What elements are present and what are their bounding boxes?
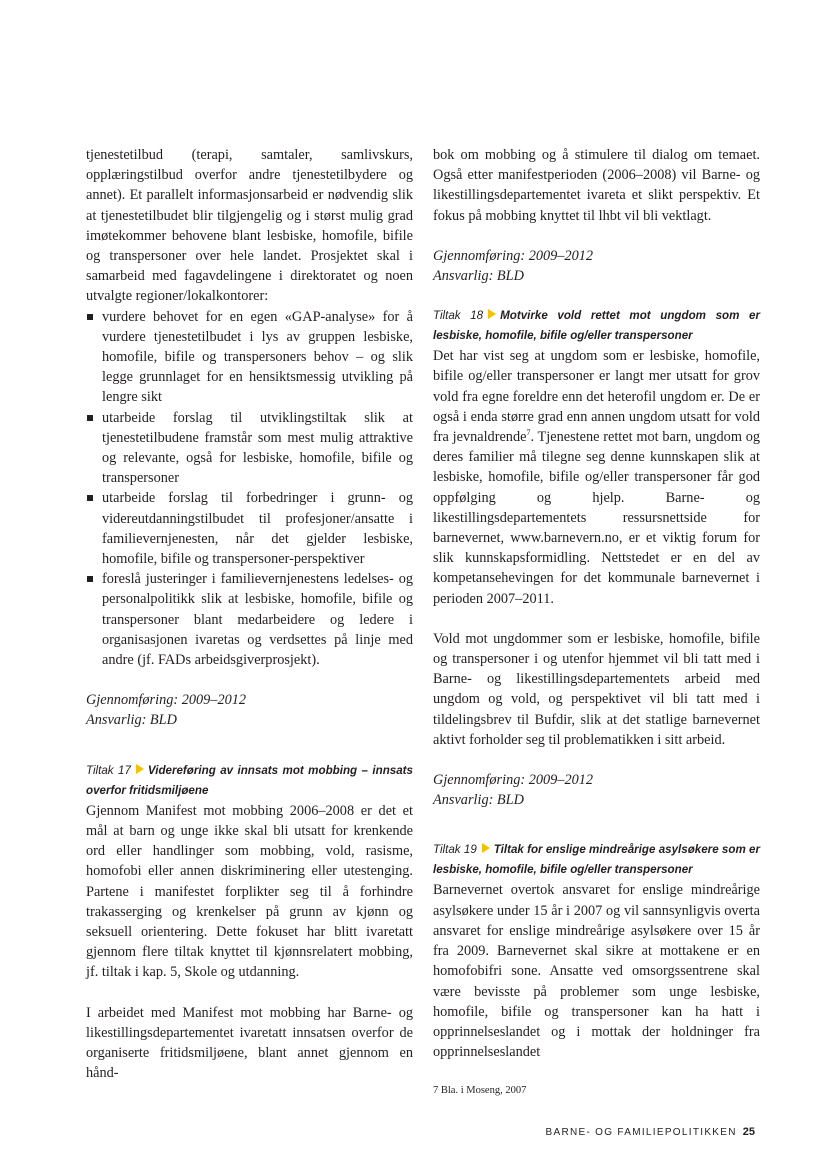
paragraph: Gjennom Manifest mot mobbing 2006–2008 er det et mål at barn og unge ikke skal bli utsatt for krenkende ord eller handlinger som mobbing, vold, rasisme, homofobi eller annen diskriminering eller utestenging. Partene i manifestet forplikter seg til å forhindre trakasserging og krenkelser på grunn av kjønn og seksuell orientering. Dette fokuset har blitt ivaretatt gjennom flere tiltak knyttet til kjønnsrelatert mobbing, jf. tiltak i kap. 5, Skole og utdanning. [86,802,413,981]
spacer [86,670,413,690]
left-column [86,145,413,1083]
square-bullet-icon [87,415,93,421]
tiltak-19-heading: Tiltak 19 Tiltak for enslige mindreårige asylsøkere som er lesbiske, homofile, bifile og/eller transpersoner [433,843,760,877]
tiltak-17-heading: Tiltak 17 Videreføring av innsats mot mobbing – innsats overfor fritidsmiljøene [86,763,413,797]
paragraph: bok om mobbing og å stimulere til dialog om temaet. Også etter manifestperioden (2006–2008) vil Barne- og likestillingsdepartementet ivareta et slikt perspektiv. Et fokus på mobbing knyttet til lhbt vil bli vektlagt. [433,147,760,224]
triangle-icon [488,309,496,319]
responsible: Ansvarlig: BLD [86,712,177,729]
list-item: vurdere behovet for en egen «GAP-analyse» for å vurdere tjenestetilbudet i lys av gruppen lesbiske, homofile, bifile og transpersoners behov – og slik legge grunnlaget for en hensiktsmessig utvikling på lengre sikt [86,307,413,408]
footnote-ref: 7 [526,428,531,438]
responsible: Ansvarlig: BLD [433,792,524,809]
list-item: utarbeide forslag til utviklingstiltak slik at tjenestetilbudene framstår som mest mulig attraktive og relevante, også for lesbiske, homofile, bifile og transpersoner [86,408,413,489]
spacer [86,983,413,1003]
responsible: Ansvarlig: BLD [433,268,524,285]
spacer [433,830,760,840]
paragraph: Vold mot ungdommer som er lesbiske, homofile, bifile og transpersoner i og utenfor hjemmet vil bli tatt med i Barne- og likestillingsdepartementets arbeid med ungdom og vold, og perspektivet vil bli tatt med i tildelingsbrev til Bufdir, slik at det statlige barnevernet aktivt forholder seg til problematikken i sitt arbeid. [433,630,760,748]
page-footer [546,1126,756,1138]
section-title: BARNE- OG FAMILIEPOLITIKKEN [545,1127,737,1138]
paragraph: I arbeidet med Manifest mot mobbing har Barne- og likestillingsdepartementet ivaretatt innsatsen overfor de organiserte fritidsmiljøene, blant annet gjennom en hånd- [86,1004,413,1082]
paragraph: Barnevernet overtok ansvaret for enslige mindreårige asylsøkere under 15 år i 2007 og vil sannsynligvis overta ansvaret for enslige mindreårige asylsøkere over 15 år fra 2009. Barnevernet skal sikre at mottakene er en homofobifri sone. Ansatte ved omsorgssentrene skal være bevisste på problemer som unge lesbiske, homofile, bifile og transpersoner kan ha hatt i opprinnelseslandet og i mottak der holdninger fra opprinnelseslandet [433,882,760,1061]
list-item: foreslå justeringer i familievernjenestens ledelses- og personalpolitikk slik at lesbiske, homofile, bifile og transpersoner blant medarbeidere og ledere i organisasjonen ivaretas og verdsettes på linje med andre (jf. FADs arbeidsgiverprosjekt). [86,569,413,670]
footnote: 7 Bla. i Moseng, 2007 [433,1085,527,1097]
spacer [433,226,760,246]
tiltak-18-heading: Tiltak 18 Motvirke vold rettet mot ungdom som er lesbiske, homofile, bifile og/eller transpersoner [433,309,760,343]
paragraph: Det har vist seg at ungdom som er lesbiske, homofile, bifile og/eller transpersoner er langt mer utsatt for grov vold fra egne foreldre enn det heterofil ungdom er. De er også i enda større grad enn annen ungdom utsatt for vold fra jevnaldrende$^7$. Tjenestene rettet mot barn, ungdom og deres familier må tilegne seg denne kunnskapen slik at lesbiske, homofile, bifile og/eller transpersoner får god oppfølging og hjelp. Barne- og likestillingsdepartementets ressursnettside for barnevernet, www.barnevern.no, er et viktig forum for slik kunnskapsformidling. Nettstedet er en del av kompetansehevingen for det kommunale barnevernet i perioden 2007–2011. [433,348,760,607]
implementation-period: Gjennomføring: 2009–2012 [433,772,594,789]
spacer [433,810,760,830]
implementation-period: Gjennomføring: 2009–2012 [86,692,247,709]
page-number: 25 [742,1126,755,1138]
spacer [86,731,413,751]
bullet-list [86,307,413,671]
spacer [433,609,760,629]
implementation-period: Gjennomføring: 2009–2012 [433,247,594,264]
square-bullet-icon [87,576,93,582]
spacer [433,286,760,306]
triangle-icon [136,764,144,774]
list-item: utarbeide forslag til forbedringer i grunn- og videreutdanningstilbudet til profesjoner/ansatte i familievernjenesten, når det gjelder lesbiske, homofile, bifile og transpersoner-perspektiver [86,488,413,569]
spacer [433,750,760,770]
square-bullet-icon [87,495,93,501]
spacer [86,751,413,761]
right-column [433,145,760,1098]
triangle-icon [482,843,490,853]
square-bullet-icon [87,314,93,320]
paragraph: tjenestetilbud (terapi, samtaler, samlivskurs, opplæringstilbud overfor andre tjenestetilbydere og annet). Et parallelt informasjonsarbeid er nødvendig slik at tjenestetilbudet blir tilgjengelig og i størst mulig grad imøtekommer behovene blant lesbiske, homofile, bifile og transpersoner over hele landet. Prosjektet skal i samarbeid med fagavdelingene i direktoratet og noen utvalgte regioner/lokalkontorer: [86,147,413,305]
